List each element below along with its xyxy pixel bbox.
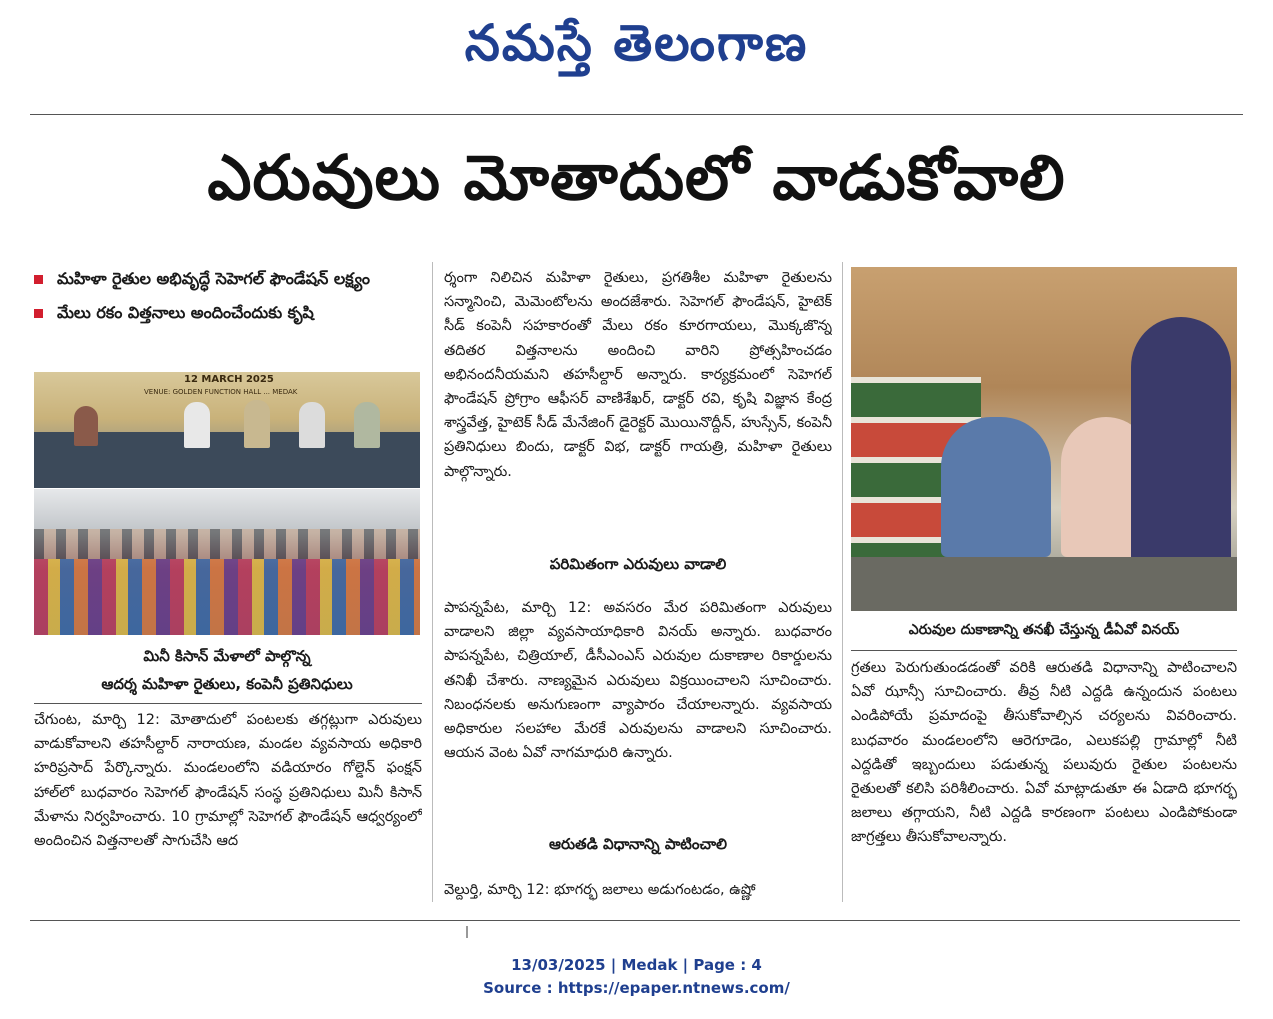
bottom-rule (30, 920, 1240, 921)
person-figure (299, 402, 325, 448)
column-2-body-2: పాపన్నపేట, మార్చి 12: అవసరం మేర పరిమితంగా ఎరువులు వాడాలని జిల్లా వ్యవసాయాధికారి వినయ్ అన్నారు. బుధవారం పాపన్నపేట, చిత్రియాల్, డీసీఎంఎస్ ఎరువుల దుకాణాల రికార్డులను తనిఖీ చేశారు. నాణ్యమైన ఎరువులు విక్రయించాలని సూచించారు. నిబంధనలకు అనుగుణంగా వ్యాపారం చేయాలన్నారు. వ్యవసాయ అధికారుల సలహాల మేరకే ఎరువులను వాడాలని సూచించారు. ఆయన వెంట ఏవో నాగమాధురి ఉన్నారు. (444, 600, 832, 762)
subheading-1: పరిమితంగా ఎరువులు వాడాలి (549, 555, 727, 573)
right-photo-caption: ఎరువుల దుకాణాన్ని తనఖీ చేస్తున్న డీఏవో వినయ్ (908, 622, 1180, 638)
column-divider (842, 262, 843, 902)
page-tick (466, 926, 468, 938)
bullet-square-icon (34, 309, 43, 318)
bullet-item: మహిళా రైతుల అభివృద్ధే సెహెగల్ ఫౌండేషన్ లక్ష్యం (34, 262, 414, 296)
masthead-rule (30, 114, 1243, 115)
person-figure (74, 406, 98, 446)
crowd-heads (34, 529, 420, 559)
person-figure (184, 402, 210, 448)
person-figure (244, 400, 270, 448)
person-figure (354, 402, 380, 448)
column-2-body-3: వెల్దుర్తి, మార్చి 12: భూగర్భ జలాలు అడుగంటడం, ఉష్ణో (444, 882, 756, 898)
column-3-body: గ్రతలు పెరుగుతుండడంతో వరికి ఆరుతడి విధానాన్ని పాటించాలని ఏవో ఝాన్సీ సూచించారు. తీవ్ర నీటి ఎద్దడి ఉన్నందున పంటలు ఎండిపోయే ప్రమాదంపై తీసుకోవాల్సిన చర్యలను వివరించారు. బుధవారం మండలంలోని ఆరెగూడెం, ఎలుకపల్లి గ్రామాల్లో నీటి ఎద్దడితో ఇబ్బందులు పడుతున్న పలువురు రైతుల పంటలను రైతులతో కలిసి పరిశీలించారు. ఏవో మాట్లాడుతూ ఈ ఏడాది భూగర్భ జలాలు తగ్గాయని, నీటి ఎద్దడి కారణంగా పంటలు ఎండిపోకుండా జాగ్రత్తలు తీసుకోవాలన్నారు. (851, 660, 1237, 846)
shop-counter (851, 557, 1237, 611)
bullet-list (34, 262, 414, 330)
left-photo-caption: మినీ కిసాన్ మేళాలో పాల్గొన్న ఆదర్శ మహిళా రైతులు, కంపెనీ ప్రతినిధులు (101, 647, 353, 693)
bullet-square-icon (34, 275, 43, 284)
article-headline: ఎరువులు మోతాదులో వాడుకోవాలి (207, 141, 1066, 214)
caption-rule (851, 650, 1237, 651)
subheading-2: ఆరుతడి విధానాన్ని పాటించాలి (548, 835, 728, 853)
crowd-photo (34, 489, 420, 635)
column-divider (432, 262, 433, 902)
column-2-body-1: ర్శంగా నిలిచిన మహిళా రైతులు, ప్రగతిశీల మహిళా రైతులను సన్మానించి, మెమెంటోలను అందజేశారు. సెహెగల్ ఫౌండేషన్, హైటెక్ సీడ్ కంపెనీ సహకారంతో మేలు రకం కూరగాయలు, మొక్కజొన్న తదితర విత్తనాలను అందించి వారిని ప్రోత్సహించడం అభినందనీయమని తహసీల్దార్ అన్నారు. కార్యక్రమంలో సెహెగల్ ఫౌండేషన్ ప్రోగ్రాం ఆఫీసర్ వాణిశేఖర్, డాక్టర్ రవి, కృషి విజ్ఞాన కేంద్ర శాస్త్రవేత్త, హైటెక్ సీడ్ మేనేజింగ్ డైరెక్టర్ మొయినొద్దీన్, హుస్సేన్, కంపెనీ ప్రతినిధులు బిందు, డాక్టర్ విభ, డాక్టర్ గాయత్రి, మహిళా రైతులు పాల్గొన్నారు. (444, 270, 832, 480)
column-1-body: చేగుంట, మార్చి 12: మోతాదులో పంటలకు తగ్గట్లుగా ఎరువులు వాడుకోవాలని తహసీల్దార్ నారాయణ, మండల వ్యవసాయ అధికారి హరిప్రసాద్ పేర్కొన్నారు. మండలంలోని వడియారం గోల్డెన్ ఫంక్షన్ హాల్‌లో బుధవారం సెహెగల్ ఫౌండేషన్ సంస్థ ప్రతినిధులు మినీ కిసాన్ మేళాను నిర్వహించారు. 10 గ్రామాల్లో సెహెగల్ ఫౌండేషన్ ఆధ్వర్యంలో అందించిన విత్తనాలతో సాగుచేసి ఆద (34, 712, 422, 850)
person-figure (941, 417, 1051, 557)
stage-photo: 12 MARCH 2025 VENUE: GOLDEN FUNCTION HALL ... MEDAK (34, 372, 420, 488)
caption-rule (34, 703, 422, 704)
shop-inspection-photo (851, 267, 1237, 611)
footer-source: Source : https://epaper.ntnews.com/ (483, 979, 790, 997)
masthead-logo: నమస్తే తెలంగాణ (464, 13, 809, 72)
footer-date-page: 13/03/2025 | Medak | Page : 4 (511, 956, 762, 974)
bullet-item: మేలు రకం విత్తనాలు అందించేందుకు కృషి (34, 296, 414, 330)
crowd-figures (34, 559, 420, 635)
